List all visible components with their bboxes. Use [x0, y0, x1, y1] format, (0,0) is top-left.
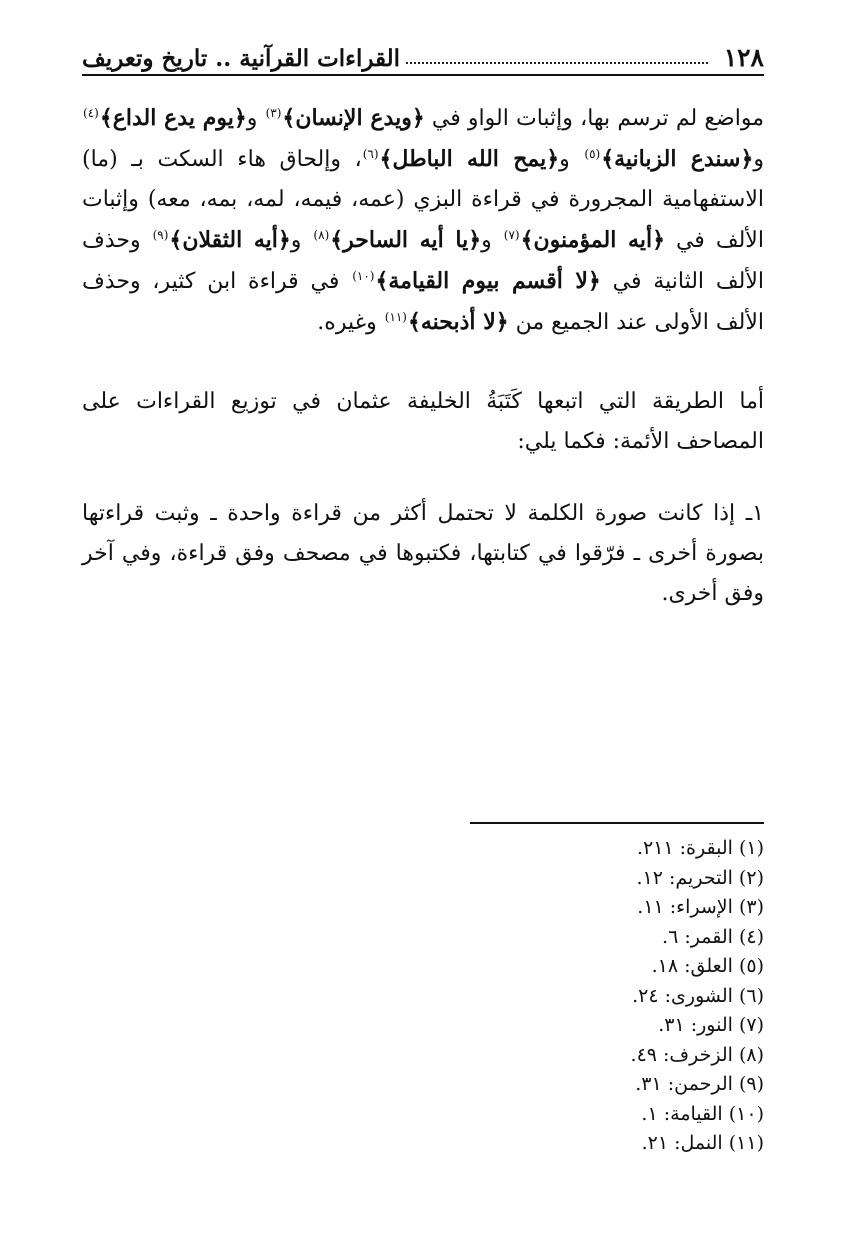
- footnote-ref: (٥): [584, 146, 601, 161]
- ornate-bracket-close: ﴾: [520, 227, 534, 253]
- ornate-bracket-close: ﴾: [379, 146, 393, 172]
- text-run: و: [290, 228, 313, 253]
- quran-quote: أيه الثقلان: [182, 227, 278, 253]
- quran-quote: ويدع الإنسان: [295, 105, 412, 131]
- quran-quote: يمح الله الباطل: [392, 146, 547, 172]
- ornate-bracket-close: ﴾: [282, 105, 296, 131]
- running-header: [82, 38, 764, 72]
- footnote-separator: [470, 822, 764, 824]
- text-run: مواضع لم ترسم بها، وإثبات الواو في: [424, 106, 764, 131]
- footnote-item: (٥) العلق: ١٨.: [651, 955, 764, 977]
- ornate-bracket-open: ﴿: [740, 146, 754, 172]
- quran-quote: يوم يدع الداع: [112, 105, 234, 131]
- ornate-bracket-close: ﴾: [601, 146, 615, 172]
- header-rule: [82, 74, 764, 76]
- footnote-item: (٧) النور: ٣١.: [658, 1014, 764, 1036]
- ornate-bracket-close: ﴾: [169, 227, 183, 253]
- footnote-item: (١١) النمل: ٢١.: [641, 1132, 764, 1154]
- ornate-bracket-close: ﴾: [407, 309, 421, 335]
- quran-quote: لا أذبحنه: [420, 309, 496, 335]
- footnote-ref: (٣): [265, 105, 282, 120]
- footnote-item: (٤) القمر: ٦.: [662, 925, 764, 948]
- footnote-ref: (٧): [503, 227, 520, 242]
- ornate-bracket-open: ﴿: [546, 146, 560, 172]
- ornate-bracket-close: ﴾: [375, 268, 389, 294]
- text-run: و: [481, 228, 503, 253]
- ornate-bracket-open: ﴿: [652, 227, 665, 253]
- paragraph-1: [82, 98, 764, 343]
- footnote-ref: (٤): [83, 105, 99, 120]
- text-run: و: [753, 147, 764, 172]
- page-number: ١٢٨: [723, 43, 764, 72]
- paragraph-2: أما الطريقة التي اتبعها كَتَبَةُ الخليفة عثمان في توزيع القراءات على المصاحف الأئمة: فكما يلي:: [82, 389, 764, 454]
- running-title: القراءات القرآنية .. تاريخ وتعريف: [82, 45, 401, 72]
- quran-quote: أيه المؤمنون: [533, 227, 653, 253]
- footnote-item: (١) البقرة: ٢١١.: [636, 837, 764, 859]
- footnote-ref: (٦): [362, 146, 379, 161]
- ornate-bracket-open: ﴿: [233, 105, 247, 131]
- footnote-ref: (١١): [384, 309, 407, 324]
- text-run: و: [246, 106, 265, 131]
- footnote-ref: (٩): [152, 227, 169, 242]
- footnote-item: (٢) التحريم: ١٢.: [636, 866, 764, 889]
- text-run: وغيره.: [317, 310, 384, 335]
- footnote-item: (٣) الإسراء: ١١.: [637, 896, 764, 918]
- footnotes-list: [464, 834, 764, 1159]
- text-run: وحذف الألف الثانية في: [82, 228, 764, 294]
- text-run: ، وإلحاق هاء السكت بـ (ما) الاستفهامية المجرورة في قراءة البزي (عمه، فيمه، لمه، بمه، معه) وإثبات الألف في: [82, 147, 764, 253]
- ornate-bracket-open: ﴿: [468, 227, 482, 253]
- ornate-bracket-close: ﴾: [99, 105, 113, 131]
- footnote-item: (٦) الشورى: ٢٤.: [632, 984, 764, 1007]
- ornate-bracket-open: ﴿: [277, 227, 291, 253]
- footnote-item: (٨) الزخرف: ٤٩.: [630, 1043, 764, 1066]
- ornate-bracket-open: ﴿: [495, 309, 509, 335]
- text-run: و: [559, 147, 584, 172]
- footnote-item: (٩) الرحمن: ٣١.: [635, 1073, 764, 1095]
- header-dot-leader: [406, 62, 708, 64]
- text-run: في قراءة ابن كثير، وحذف الألف الأولى عند الجميع من: [82, 269, 764, 335]
- paragraph-3: ١ـ إذا كانت صورة الكلمة لا تحتمل أكثر من قراءة واحدة ـ وثبت قراءتها بصورة أخرى ـ فرّقوا في كتابتها، فكتبوها في مصحف وفق قراءة، وفي آخر وفق أخرى.: [82, 501, 764, 606]
- ornate-bracket-open: ﴿: [411, 105, 425, 131]
- footnote-ref: (١٠): [352, 268, 375, 283]
- quran-quote: يا أيه الساحر: [343, 227, 469, 253]
- ornate-bracket-close: ﴾: [330, 227, 344, 253]
- quran-quote: لا أقسم بيوم القيامة: [388, 268, 588, 294]
- footnote-ref: (٨): [313, 227, 330, 242]
- ornate-bracket-open: ﴿: [587, 268, 601, 294]
- quran-quote: سندع الزبانية: [614, 146, 741, 172]
- footnote-item: (١٠) القيامة: ١.: [641, 1102, 764, 1125]
